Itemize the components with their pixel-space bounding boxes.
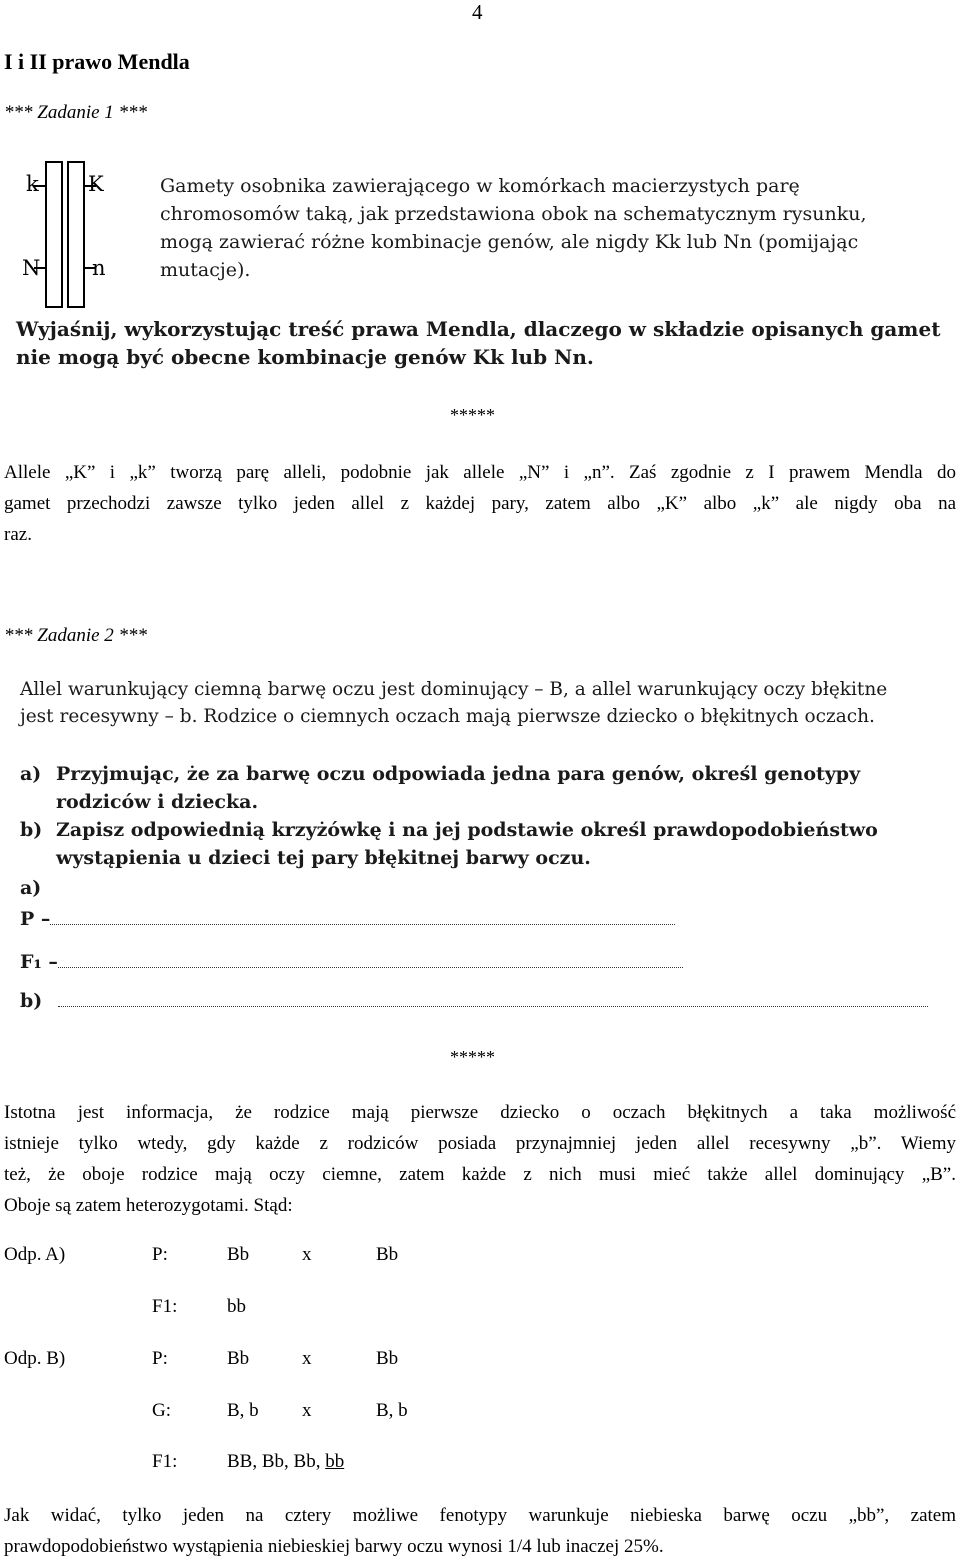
odp-cross-symbol: x: [302, 1348, 312, 1369]
allele-label-k: k: [26, 172, 39, 196]
task2-answer-line: też, że oboje rodzice mają oczy ciemne, zatem każde z nich musi mieć także allel dominujący „B”.: [4, 1164, 956, 1185]
separator: *****: [450, 405, 495, 425]
task1-answer-line: raz.: [4, 524, 32, 545]
answer-row-label: F₁ –: [20, 951, 58, 973]
task1-answer-line: Allele „K” i „k” tworzą parę alleli, podobnie jak allele „N” i „n”. Zaś zgodnie z I prawem Mendla do: [4, 462, 956, 483]
odp-b-label: Odp. B): [4, 1348, 66, 1369]
odp-cross-symbol: x: [302, 1400, 312, 1421]
task2-conclusion: [4, 1500, 956, 1562]
subtask-line: rodziców i dziecka.: [56, 791, 259, 813]
allele-label-N: N: [22, 256, 41, 280]
task2-subtasks: [20, 760, 940, 872]
page-number: 4: [472, 0, 483, 24]
answer-dotted-line[interactable]: [58, 953, 683, 968]
subtask-key: b): [20, 819, 43, 841]
odp-genotype: Bb: [227, 1348, 250, 1369]
answer-row-label: P –: [20, 908, 51, 930]
odp-genotype: Bb: [376, 1244, 399, 1265]
task1-answer-line: gamet przechodzi zawsze tylko jeden allel z każdej pary, zatem albo „K” albo „k” ale nigdy oba na: [4, 493, 956, 514]
section-title: I i II prawo Mendla: [4, 49, 190, 74]
odp-gametes: B, b: [227, 1400, 259, 1421]
odp-f1-recessive-genotype: bb: [325, 1451, 345, 1472]
answer-row-a: [20, 874, 940, 903]
subtask-line: Przyjmując, że za barwę oczu odpowiada jedna para genów, określ genotypy: [56, 763, 861, 785]
task1-description-line: chromosomów taką, jak przedstawiona obok na schematycznym rysunku,: [160, 203, 867, 225]
subtask-line: wystąpienia u dzieci tej pary błękitnej barwy oczu.: [56, 847, 591, 869]
answer-dotted-line[interactable]: [58, 992, 928, 1007]
task2-conclusion-line: prawdopodobieństwo wystąpienia niebieskiej barwy oczu wynosi 1/4 lub inaczej 25%.: [4, 1536, 664, 1557]
allele-label-n: n: [92, 256, 106, 280]
task2-exercise: [20, 676, 940, 1016]
odp-cross-symbol: x: [302, 1244, 312, 1265]
task1-description-line: mogą zawierać różne kombinacje genów, ale nigdy Kk lub Nn (pomijając: [160, 231, 859, 253]
answer-dotted-line[interactable]: [50, 910, 675, 925]
subtask-key: a): [20, 763, 42, 785]
task1-question: [16, 315, 948, 371]
task1-question-line: Wyjaśnij, wykorzystując treść prawa Mendla, dlaczego w składzie opisanych gamet: [16, 317, 941, 341]
task2-conclusion-line: Jak widać, tylko jeden na cztery możliwe fenotypy warunkuje niebieska barwę oczu „bb”, zatem: [4, 1505, 956, 1526]
task1-label: *** Zadanie 1 ***: [4, 102, 148, 123]
task2-answer-fields: [20, 874, 940, 1016]
odp-f1-offspring: [227, 1451, 344, 1473]
task1-question-line: nie mogą być obecne kombinacje genów Kk lub Nn.: [16, 345, 594, 369]
chromosome-diagram: [20, 160, 140, 310]
answer-row-b: [20, 987, 940, 1016]
task2-answer: [4, 1097, 956, 1221]
odp-genotype: Bb: [227, 1244, 250, 1265]
task1-description: [160, 172, 900, 284]
odp-key: P:: [152, 1244, 168, 1265]
task2-answer-line: istnieje tylko wtedy, gdy każde z rodziców posiada przynajmniej jeden allel recesywny „b”. Wiemy: [4, 1133, 956, 1154]
task2-answer-line: Oboje są zatem heterozygotami. Stąd:: [4, 1195, 293, 1216]
odp-genotype: Bb: [376, 1348, 399, 1369]
task2-subtask-a: [20, 760, 940, 816]
task1-description-line: mutacje).: [160, 259, 251, 281]
task2-intro: [20, 676, 940, 730]
separator: *****: [450, 1047, 495, 1067]
odp-key: F1:: [152, 1451, 178, 1472]
odp-key: F1:: [152, 1296, 178, 1317]
odp-key: P:: [152, 1348, 168, 1369]
odp-gametes: B, b: [376, 1400, 408, 1421]
task2-answer-line: Istotna jest informacja, że rodzice mają pierwsze dziecko o oczach błękitnych a taka możliwość: [4, 1102, 956, 1123]
answer-row-f1: [20, 948, 940, 977]
odp-a-label: Odp. A): [4, 1244, 66, 1265]
answer-row-p: [20, 905, 940, 934]
subtask-line: Zapisz odpowiednią krzyżówkę i na jej podstawie określ prawdopodobieństwo: [56, 819, 878, 841]
odp-f1-genotypes: BB, Bb, Bb,: [227, 1451, 326, 1472]
task1-answer: [4, 457, 956, 550]
task2-intro-line: Allel warunkujący ciemną barwę oczu jest dominujący – B, a allel warunkujący oczy błękitne: [20, 679, 888, 700]
answer-row-label: a): [20, 877, 42, 899]
task2-label: *** Zadanie 2 ***: [4, 625, 148, 646]
answer-row-label: b): [20, 990, 43, 1012]
task2-intro-line: jest recesywny – b. Rodzice o ciemnych oczach mają pierwsze dziecko o błękitnych oczach.: [20, 706, 875, 727]
allele-label-K: K: [88, 172, 104, 196]
task1-description-line: Gamety osobnika zawierającego w komórkach macierzystych parę: [160, 175, 800, 197]
odp-key: G:: [152, 1400, 171, 1421]
odp-genotype: bb: [227, 1296, 246, 1317]
task2-subtask-b: [20, 816, 940, 872]
